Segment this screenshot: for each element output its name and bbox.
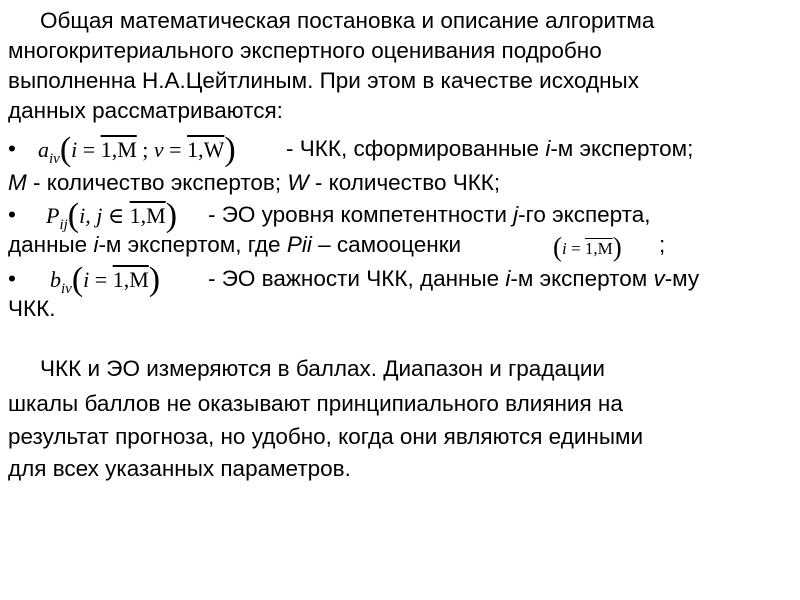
formula-inline-i: (i = 1,M) bbox=[553, 232, 622, 262]
formula-p-ij: $P_{ij}(i$, j ∈ 1,M) bbox=[46, 197, 178, 234]
para2-line1: ЧКК и ЭО измеряются в баллах. Диапазон и градации bbox=[40, 356, 605, 381]
para2-line4: для всех указанных параметров. bbox=[8, 456, 351, 481]
para1-line2: многокритериального экспертного оценивания подробно bbox=[8, 38, 602, 63]
para1-line4: данных рассматриваются: bbox=[8, 98, 283, 123]
formula-a-iv: $a_{iv}(i = 1,M$ ; v = 1,W) bbox=[38, 131, 236, 168]
item1-text: - ЧКК, сформированные i-м экспертом; bbox=[286, 136, 694, 161]
item2-semicolon: ; bbox=[659, 232, 666, 257]
para1-line1: Общая математическая постановка и описание алгоритма bbox=[40, 8, 655, 33]
para2-line2: шкалы баллов не оказывают принципиального влияния на bbox=[8, 391, 623, 416]
item3-text: - ЭО важности ЧКК, данные i-м экспертом v-му bbox=[208, 266, 700, 291]
item2-line2: данные i-м экспертом, где Pii – самооценки (i = 1,M) ; bbox=[8, 232, 666, 262]
bullet-3: • bbox=[8, 266, 16, 291]
item2-text: - ЭО уровня компетентности j-го эксперта, bbox=[208, 202, 651, 227]
item2-line1 bbox=[8, 197, 798, 234]
item3-line1 bbox=[8, 261, 798, 298]
para1-line3: выполненна Н.А.Цейтлиным. При этом в качестве исходных bbox=[8, 68, 639, 93]
bullet-2: • bbox=[8, 202, 16, 227]
item1-line1 bbox=[8, 131, 798, 168]
formula-b-iv: $b_{iv}(i = 1,M)$ bbox=[50, 261, 161, 298]
bullet-1: • bbox=[8, 136, 16, 161]
item3-line2: ЧКК. bbox=[8, 296, 56, 321]
para2-line3: результат прогноза, но удобно, когда они являются едиными bbox=[8, 424, 644, 449]
item1-line2: M - количество экспертов; W - количество ЧКК; bbox=[8, 170, 501, 195]
